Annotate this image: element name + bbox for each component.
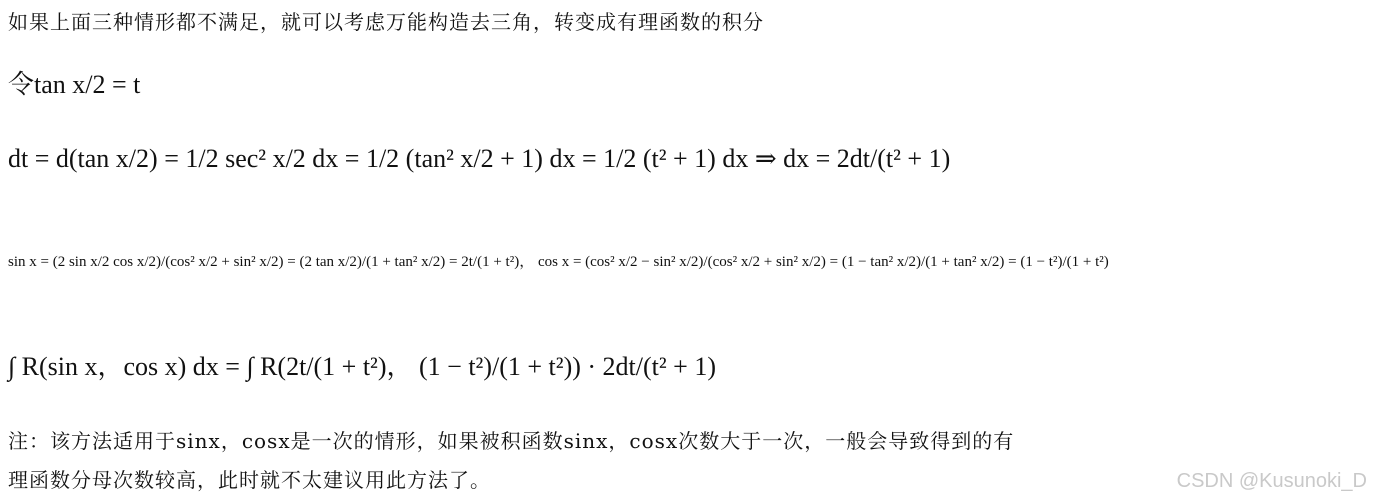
note-line-2: 理函数分母次数较高，此时就不太建议用此方法了。 (8, 468, 491, 492)
intro-text: 如果上面三种情形都不满足，就可以考虑万能构造去三角，转变成有理函数的积分 (8, 10, 764, 34)
note-line-1: 注：该方法适用于sinx，cosx是一次的情形，如果被积函数sinx，cosx次数大于一次，一般会导致得到的有 (8, 429, 1015, 453)
differential-formula: dt = d(tan x/2) = 1/2 sec² x/2 dx = 1/2 (tan² x/2 + 1) dx = 1/2 (t² + 1) dx ⇒ dx = 2dt/(t² + 1) (8, 144, 951, 173)
csdn-watermark: CSDN @Kusunoki_D (1176, 470, 1367, 492)
integral-formula: ∫ R(sin x，cos x) dx = ∫ R(2t/(1 + t²)， (1 − t²)/(1 + t²)) · 2dt/(t² + 1) (8, 352, 716, 381)
sin-cos-formula: sin x = (2 sin x/2 cos x/2)/(cos² x/2 + sin² x/2) = (2 tan x/2)/(1 + tan² x/2) = 2t/(1 + t²)， cos x = (cos² x/2 − sin² x/2)/(cos² x/2 + sin² x/2) = (1 − tan² x/2)/(1 + tan² x/2) = (1 − t²)/(1 + t²) (8, 254, 1109, 270)
substitution-formula: 令tan x/2 = t (8, 70, 141, 99)
